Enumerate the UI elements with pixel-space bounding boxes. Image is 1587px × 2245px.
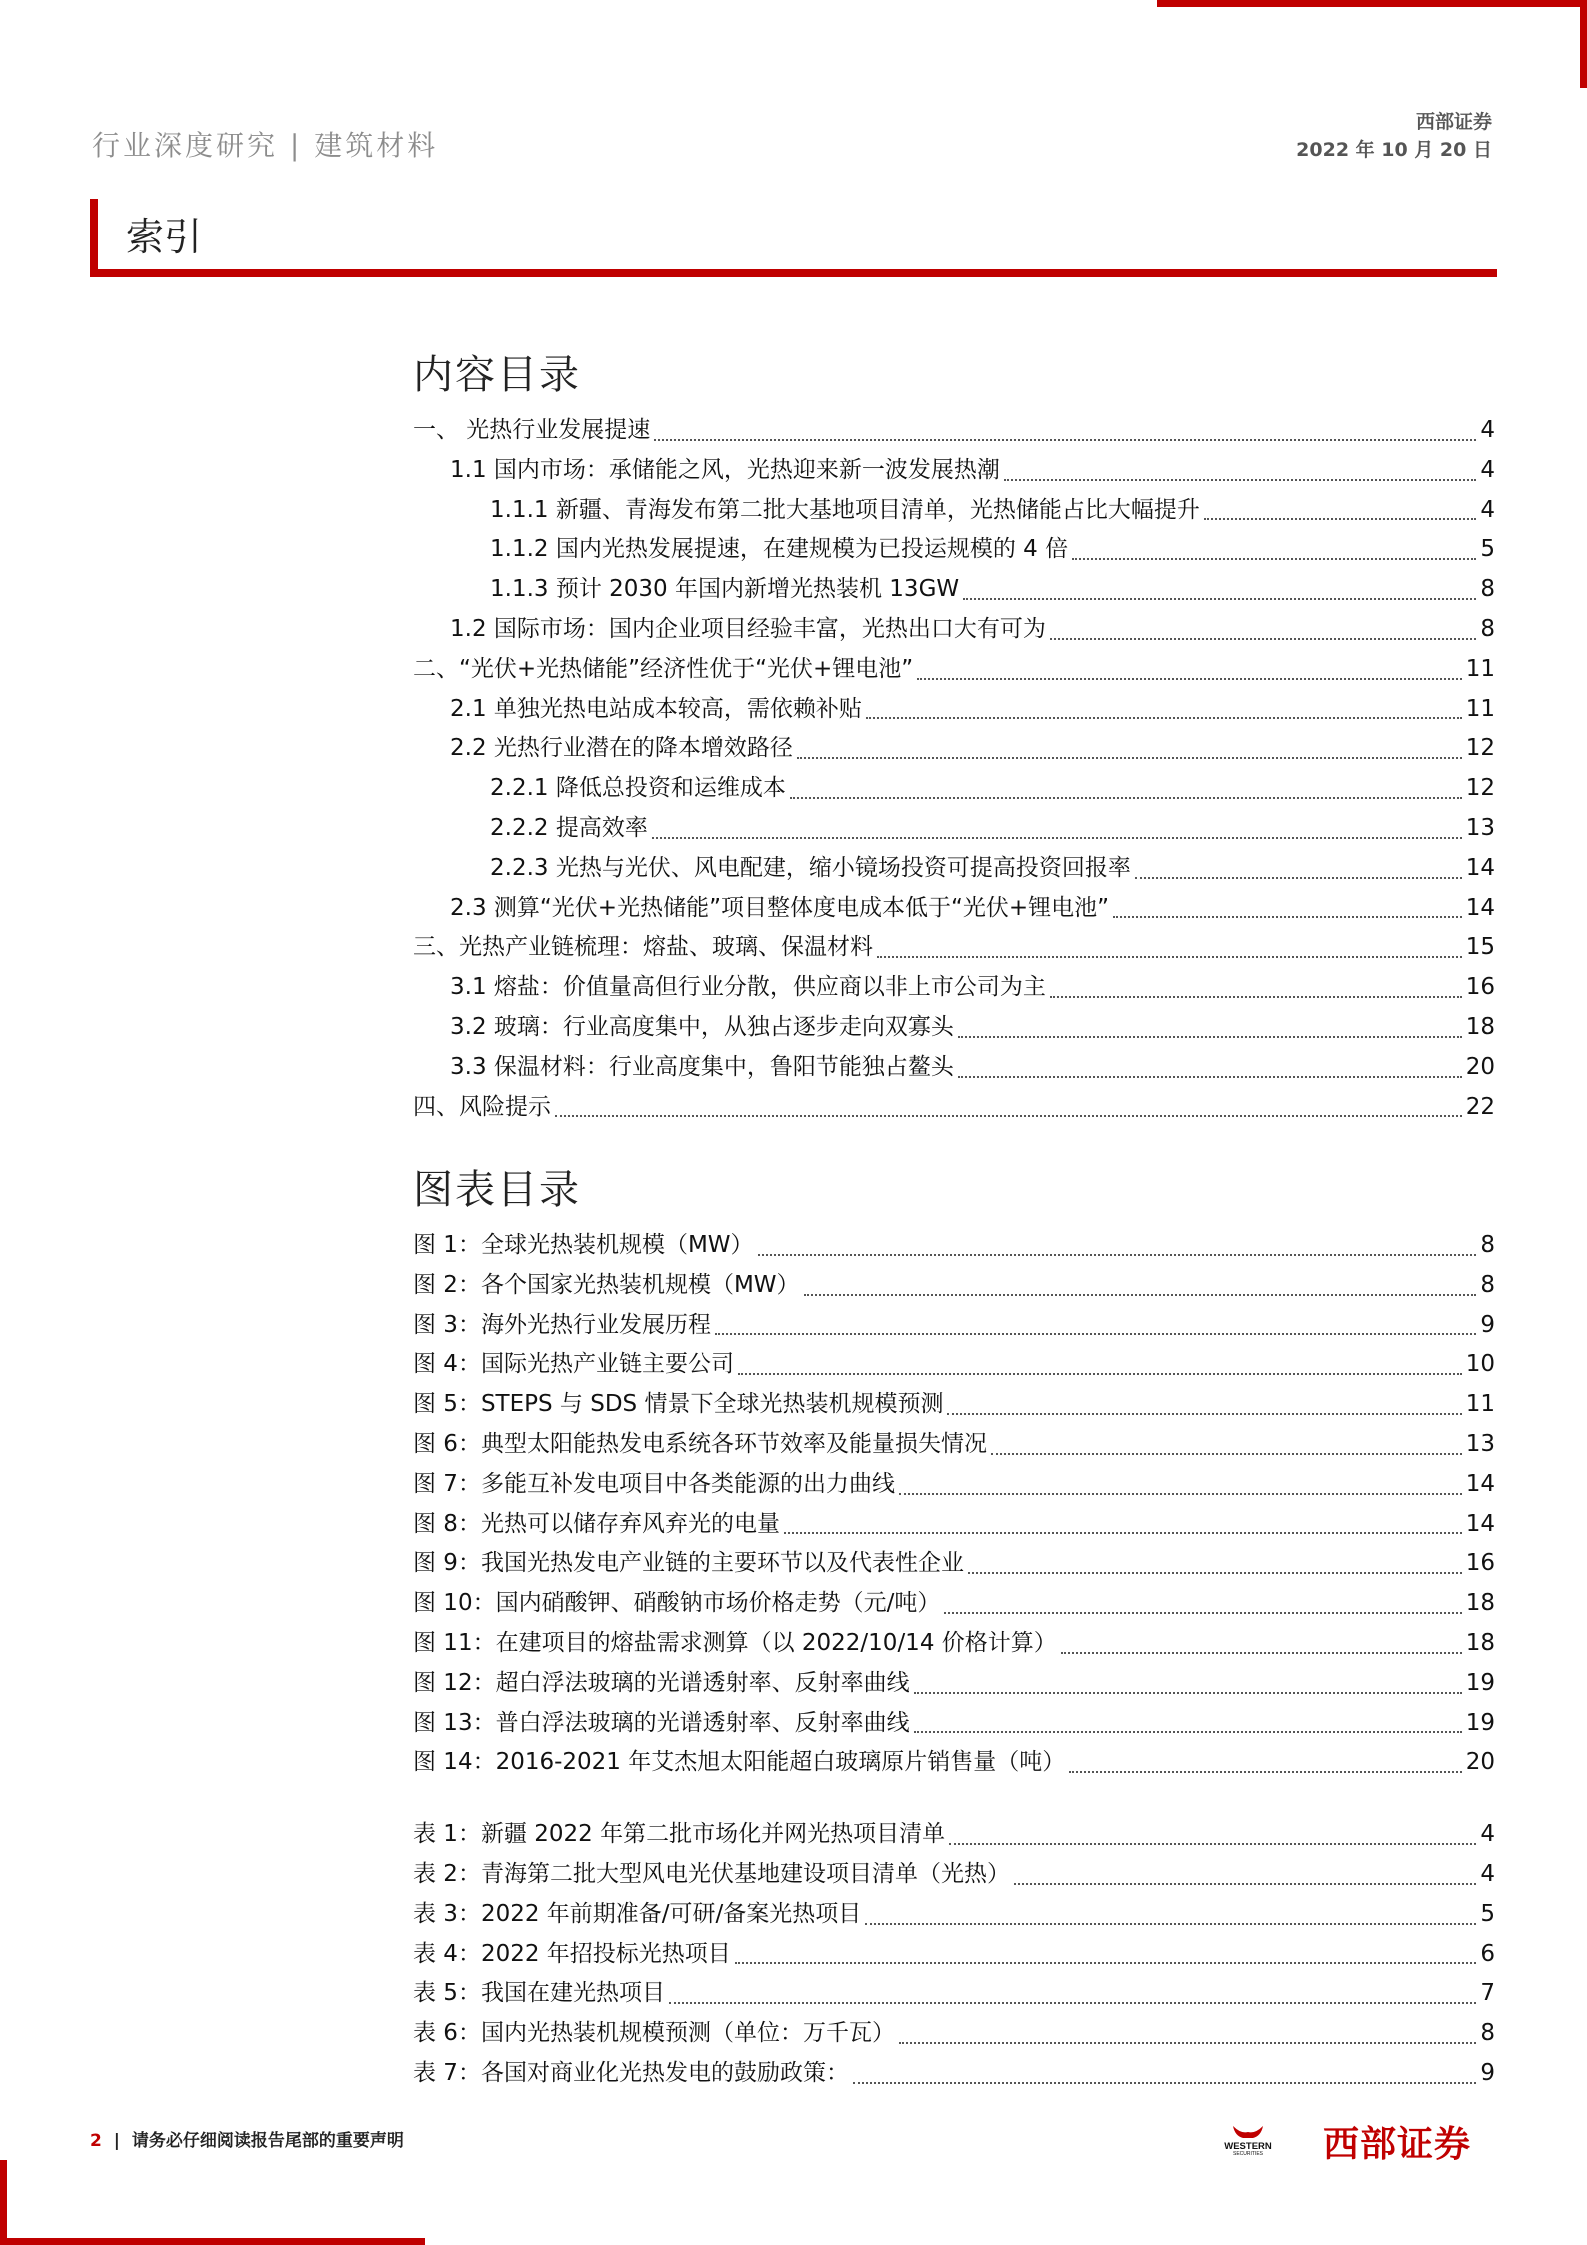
western-bull-logo-icon: [1213, 2122, 1283, 2156]
toc-entry-page: 18: [1465, 1013, 1495, 1040]
toc-entry-page: 12: [1465, 775, 1495, 802]
content-toc-list: [413, 411, 1495, 1127]
toc-entry-page: 16: [1465, 1550, 1495, 1577]
toc-entry-title: 2.2.2 提高效率: [490, 814, 648, 841]
toc-dot-leader: [555, 1115, 1462, 1117]
toc-dot-leader: [877, 956, 1462, 958]
toc-entry-title: 1.1.1 新疆、青海发布第二批大基地项目清单，光热储能占比大幅提升: [490, 496, 1200, 523]
toc-dot-leader: [738, 1373, 1462, 1375]
toc-entry[interactable]: [413, 1743, 1495, 1783]
toc-entry[interactable]: [413, 690, 1495, 730]
toc-entry-title: 1.1 国内市场：承储能之风，光热迎来新一波发展热潮: [450, 456, 1000, 483]
figure-toc-title: 图表目录: [413, 1167, 581, 1213]
index-title: 索引: [126, 215, 203, 259]
footer-disclaimer: [90, 2126, 404, 2151]
toc-entry-page: 4: [1480, 417, 1495, 443]
toc-entry-title: 图 7：多能互补发电项目中各类能源的出力曲线: [413, 1470, 895, 1497]
toc-entry-page: 19: [1465, 1709, 1495, 1736]
toc-dot-leader: [652, 837, 1462, 839]
toc-dot-leader: [1204, 518, 1477, 520]
toc-entry-page: 8: [1480, 576, 1495, 603]
toc-entry-page: 4: [1480, 1821, 1495, 1848]
toc-entry-page: 13: [1465, 1430, 1495, 1457]
toc-entry[interactable]: [413, 451, 1495, 491]
toc-entry[interactable]: [413, 809, 1495, 849]
toc-entry-page: 20: [1465, 1749, 1495, 1776]
toc-dot-leader: [968, 1572, 1462, 1574]
toc-entry-title: 图 1：全球光热装机规模（MW）: [413, 1232, 754, 1258]
toc-entry-page: 18: [1465, 1590, 1495, 1617]
table-toc-list: [413, 1815, 1495, 2094]
toc-entry-page: 7: [1480, 1980, 1495, 2007]
figure-toc-list: [413, 1226, 1495, 1783]
toc-entry-title: 二、“光伏+光热储能”经济性优于“光伏+锂电池”: [413, 655, 914, 682]
toc-entry-page: 20: [1465, 1053, 1495, 1080]
report-category: 行业深度研究 | 建筑材料: [92, 129, 439, 162]
toc-entry-page: 18: [1465, 1629, 1495, 1656]
toc-dot-leader: [1061, 1652, 1462, 1654]
toc-entry-title: 图 12：超白浮法玻璃的光谱透射率、反射率曲线: [413, 1669, 910, 1696]
toc-entry[interactable]: [413, 1425, 1495, 1465]
toc-entry[interactable]: [413, 1306, 1495, 1346]
toc-entry-page: 22: [1465, 1093, 1495, 1120]
toc-entry-title: 图 14：2016-2021 年艾杰旭太阳能超白玻璃原片销售量（吨）: [413, 1749, 1066, 1776]
toc-entry-title: 四、风险提示: [413, 1093, 551, 1120]
toc-entry-page: 5: [1480, 1900, 1495, 1927]
toc-entry-title: 表 7：各国对商业化光热发电的鼓励政策：: [413, 2059, 849, 2086]
toc-dot-leader: [804, 1294, 1477, 1296]
broker-logo-text: 西部证券: [1323, 2124, 1472, 2165]
toc-entry-title: 2.2.3 光热与光伏、风电配建，缩小镜场投资可提高投资回报率: [490, 854, 1131, 881]
toc-entry[interactable]: [413, 1088, 1495, 1128]
toc-entry-title: 图 2：各个国家光热装机规模（MW）: [413, 1271, 800, 1298]
content-toc-title: 内容目录: [413, 352, 581, 398]
toc-entry[interactable]: [413, 1584, 1495, 1624]
toc-entry[interactable]: [413, 1345, 1495, 1385]
toc-entry-title: 2.2.1 降低总投资和运维成本: [490, 775, 786, 802]
footer-disclaimer-text: 请务必仔细阅读报告尾部的重要声明: [131, 2131, 404, 2151]
logo-en-sub-text: SECURITIES: [1232, 2151, 1264, 2156]
toc-dot-leader: [1050, 638, 1476, 640]
toc-entry-page: 8: [1480, 1271, 1495, 1298]
toc-entry-page: 11: [1465, 695, 1495, 722]
toc-entry[interactable]: [413, 411, 1495, 451]
toc-dot-leader: [963, 598, 1476, 600]
broker-name: 西部证券: [1415, 111, 1492, 133]
toc-entry-page: 9: [1480, 2059, 1495, 2086]
toc-entry[interactable]: [413, 729, 1495, 769]
toc-entry-page: 8: [1480, 615, 1495, 642]
toc-entry-page: 11: [1465, 655, 1495, 682]
toc-dot-leader: [654, 439, 1476, 441]
toc-entry-page: 4: [1480, 1860, 1495, 1887]
toc-entry-page: 14: [1465, 1470, 1495, 1497]
toc-dot-leader: [669, 2002, 1476, 2004]
toc-dot-leader: [758, 1254, 1477, 1256]
toc-entry[interactable]: [413, 1465, 1495, 1505]
toc-dot-leader: [715, 1333, 1476, 1335]
toc-entry-page: 6: [1480, 1940, 1495, 1967]
toc-dot-leader: [784, 1532, 1462, 1534]
toc-entry-title: 3.2 玻璃：行业高度集中，从独占逐步走向双寡头: [450, 1013, 954, 1040]
toc-dot-leader: [1072, 558, 1476, 560]
toc-entry-title: 表 3：2022 年前期准备/可研/备案光热项目: [413, 1900, 862, 1927]
toc-entry-title: 三、光热产业链梳理：熔盐、玻璃、保温材料: [413, 934, 873, 961]
toc-entry[interactable]: [413, 889, 1495, 929]
toc-entry[interactable]: [413, 928, 1495, 968]
toc-entry-title: 图 11：在建项目的熔盐需求测算（以 2022/10/14 价格计算）: [413, 1629, 1057, 1656]
toc-entry-title: 2.3 测算“光伏+光热储能”项目整体度电成本低于“光伏+锂电池”: [450, 894, 1110, 921]
toc-entry-title: 1.2 国际市场：国内企业项目经验丰富，光热出口大有可为: [450, 615, 1046, 642]
toc-entry[interactable]: [413, 1974, 1495, 2014]
toc-dot-leader: [1135, 877, 1462, 879]
toc-entry[interactable]: [413, 1664, 1495, 1704]
toc-entry-title: 表 6：国内光热装机规模预测（单位：万千瓦）: [413, 2020, 895, 2047]
toc-entry[interactable]: [413, 769, 1495, 809]
toc-entry[interactable]: [413, 1266, 1495, 1306]
report-date: 2022 年 10 月 20 日: [1296, 139, 1492, 161]
toc-dot-leader: [914, 1731, 1462, 1733]
toc-entry-title: 1.1.3 预计 2030 年国内新增光热装机 13GW: [490, 576, 960, 603]
corner-bracket-bottom-left-vertical: [0, 2160, 7, 2245]
toc-entry-page: 14: [1465, 894, 1495, 921]
toc-dot-leader: [899, 2042, 1476, 2044]
toc-entry-page: 14: [1465, 1510, 1495, 1537]
toc-dot-leader: [1050, 996, 1462, 998]
toc-entry-page: 10: [1465, 1351, 1495, 1378]
toc-entry-page: 11: [1465, 1391, 1495, 1418]
toc-entry[interactable]: [413, 650, 1495, 690]
toc-entry-title: 图 5：STEPS 与 SDS 情景下全球光热装机规模预测: [413, 1391, 944, 1418]
toc-dot-leader: [865, 1923, 1476, 1925]
corner-bracket-top-right-horizontal: [1157, 0, 1587, 7]
toc-entry-title: 图 4：国际光热产业链主要公司: [413, 1351, 734, 1378]
toc-entry[interactable]: [413, 2054, 1495, 2094]
toc-dot-leader: [947, 1413, 1461, 1415]
toc-dot-leader: [1014, 1883, 1476, 1885]
toc-entry-page: 8: [1480, 2020, 1495, 2047]
corner-bracket-bottom-left-horizontal: [0, 2238, 425, 2245]
content-toc: [413, 345, 1495, 1127]
toc-entry[interactable]: [413, 530, 1495, 570]
toc-entry-page: 15: [1465, 934, 1495, 961]
toc-dot-leader: [917, 678, 1462, 680]
toc-entry[interactable]: [413, 1935, 1495, 1975]
toc-entry-page: 9: [1480, 1311, 1495, 1338]
toc-dot-leader: [1069, 1771, 1461, 1773]
index-title-accent: [90, 199, 98, 269]
toc-entry-title: 图 6：典型太阳能热发电系统各环节效率及能量损失情况: [413, 1430, 987, 1457]
toc-entry[interactable]: [413, 1855, 1495, 1895]
toc-entry-title: 表 2：青海第二批大型风电光伏基地建设项目清单（光热）: [413, 1860, 1010, 1887]
toc-entry[interactable]: [413, 1385, 1495, 1425]
toc-dot-leader: [899, 1493, 1462, 1495]
toc-entry-title: 图 3：海外光热行业发展历程: [413, 1311, 711, 1338]
toc-entry[interactable]: [413, 491, 1495, 531]
toc-entry-page: 14: [1465, 854, 1495, 881]
toc-entry-title: 2.2 光热行业潜在的降本增效路径: [450, 735, 793, 762]
toc-dot-leader: [853, 2082, 1476, 2084]
toc-dot-leader: [866, 717, 1462, 719]
toc-entry-title: 图 13：普白浮法玻璃的光谱透射率、反射率曲线: [413, 1709, 910, 1736]
toc-entry-title: 1.1.2 国内光热发展提速，在建规模为已投运规模的 4 倍: [490, 536, 1069, 563]
toc-entry-title: 2.1 单独光热电站成本较高，需依赖补贴: [450, 695, 862, 722]
toc-dot-leader: [735, 1962, 1477, 1964]
toc-entry[interactable]: [413, 1704, 1495, 1744]
toc-dot-leader: [914, 1692, 1462, 1694]
toc-entry-page: 12: [1465, 735, 1495, 762]
toc-entry[interactable]: [413, 1544, 1495, 1584]
toc-dot-leader: [991, 1453, 1462, 1455]
toc-dot-leader: [958, 1076, 1462, 1078]
toc-entry-page: 13: [1465, 814, 1495, 841]
toc-entry[interactable]: [413, 570, 1495, 610]
toc-entry[interactable]: [413, 849, 1495, 889]
figure-toc: [413, 1160, 1495, 2094]
toc-entry-title: 图 9：我国光热发电产业链的主要环节以及代表性企业: [413, 1550, 964, 1577]
toc-entry-title: 3.1 熔盐：价值量高但行业分散，供应商以非上市公司为主: [450, 974, 1046, 1001]
toc-entry[interactable]: [413, 1505, 1495, 1545]
toc-entry[interactable]: [413, 1624, 1495, 1664]
toc-dot-leader: [790, 797, 1462, 799]
toc-entry-title: 图 10：国内硝酸钾、硝酸钠市场价格走势（元/吨）: [413, 1590, 941, 1617]
toc-entry[interactable]: [413, 968, 1495, 1008]
toc-entry-title: 3.3 保温材料：行业高度集中，鲁阳节能独占鳌头: [450, 1053, 954, 1080]
toc-dot-leader: [1113, 916, 1462, 918]
toc-entry-title: 一、 光热行业发展提速: [413, 417, 651, 443]
toc-entry-page: 16: [1465, 974, 1495, 1001]
toc-entry[interactable]: [413, 1008, 1495, 1048]
footer-separator: |: [113, 2131, 120, 2151]
toc-dot-leader: [958, 1036, 1462, 1038]
toc-entry[interactable]: [413, 2014, 1495, 2054]
toc-entry[interactable]: [413, 610, 1495, 650]
page-number: 2: [90, 2131, 102, 2151]
toc-entry-title: 图 8：光热可以储存弃风弃光的电量: [413, 1510, 780, 1537]
toc-entry-page: 5: [1480, 536, 1495, 563]
toc-entry-page: 19: [1465, 1669, 1495, 1696]
toc-entry-title: 表 1：新疆 2022 年第二批市场化并网光热项目清单: [413, 1821, 946, 1848]
toc-entry-title: 表 4：2022 年招投标光热项目: [413, 1940, 731, 1967]
corner-bracket-top-right-vertical: [1580, 0, 1587, 88]
toc-dot-leader: [944, 1612, 1461, 1614]
toc-entry-page: 8: [1480, 1232, 1495, 1258]
toc-entry[interactable]: [413, 1048, 1495, 1088]
toc-dot-leader: [1004, 479, 1476, 481]
toc-entry[interactable]: [413, 1895, 1495, 1935]
toc-dot-leader: [797, 757, 1462, 759]
toc-dot-leader: [949, 1843, 1476, 1845]
toc-entry-page: 4: [1480, 456, 1495, 483]
toc-entry-title: 表 5：我国在建光热项目: [413, 1980, 665, 2007]
index-divider: [90, 269, 1497, 277]
toc-entry[interactable]: [413, 1815, 1495, 1855]
logo-en-text: WESTERN: [1224, 2141, 1272, 2152]
toc-entry-page: 4: [1480, 496, 1495, 523]
toc-entry[interactable]: [413, 1226, 1495, 1266]
